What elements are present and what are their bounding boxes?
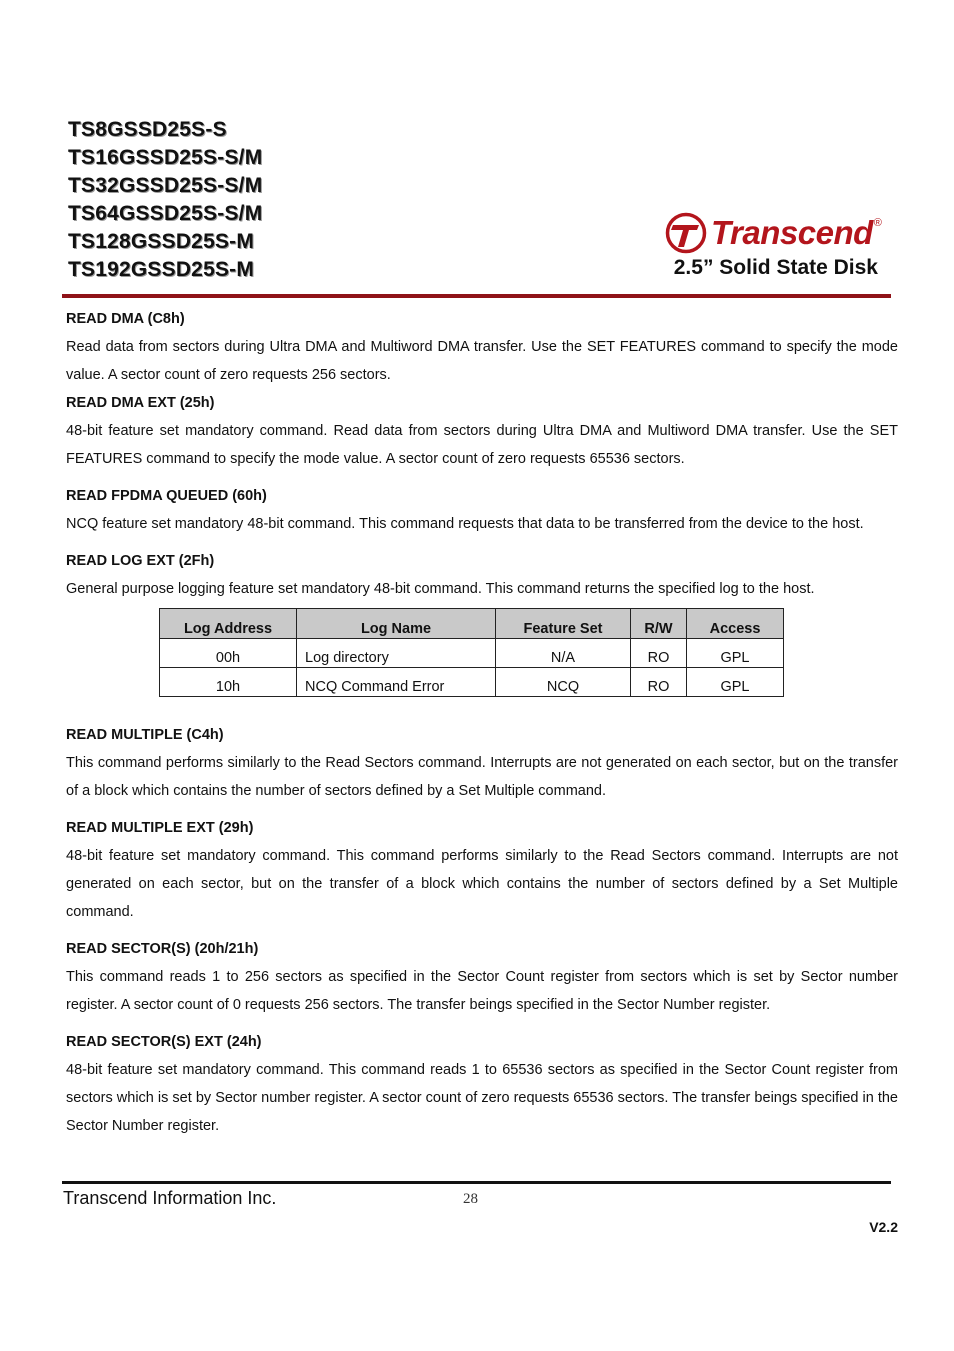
header-divider — [62, 294, 891, 298]
table-cell: 10h — [160, 668, 297, 697]
section-title: READ MULTIPLE EXT (29h) — [66, 820, 254, 836]
table-row — [160, 639, 784, 668]
transcend-emblem-icon — [665, 212, 707, 254]
model-name: TS16GSSD25S-S/M — [68, 146, 263, 169]
document-version: V2.2 — [869, 1219, 898, 1235]
model-name: TS64GSSD25S-S/M — [68, 202, 263, 225]
model-list — [68, 116, 262, 284]
section-title: READ LOG EXT (2Fh) — [66, 553, 215, 569]
section-title: READ DMA EXT (25h) — [66, 395, 215, 411]
section-title: READ FPDMA QUEUED (60h) — [66, 488, 267, 504]
section-body: This command performs similarly to the Read Sectors command. Interrupts are not generated on each sector, but on the transfer of a block which contains the number of sectors defined by a Set Multiple command. — [66, 755, 898, 799]
table-header-row — [160, 609, 784, 639]
table-cell: NCQ Command Error — [297, 668, 496, 697]
section-title: READ MULTIPLE (C4h) — [66, 727, 224, 743]
logo-wordmark: Transcend — [711, 214, 873, 251]
column-header: Log Name — [297, 609, 496, 639]
column-header: R/W — [631, 609, 687, 639]
page-content — [66, 305, 898, 1140]
section-body: 48-bit feature set mandatory command. This command performs similarly to the Read Sectors command. Interrupts are not generated on each sector, but on the transfer of a block which contains the number of sectors defined by a Set Multiple command. — [66, 848, 898, 920]
section-body: 48-bit feature set mandatory command. This command reads 1 to 65536 sectors as specified in the Sector Count register from sectors which is set by Sector number register. A sector count of zero requests 65536 sectors. The transfer beings specified in the Sector Number register. — [66, 1062, 898, 1134]
table-cell: 00h — [160, 639, 297, 668]
table-cell: RO — [631, 668, 687, 697]
column-header: Feature Set — [496, 609, 631, 639]
section-body: Read data from sectors during Ultra DMA and Multiword DMA transfer. Use the SET FEATURES command to specify the mode value. A sector count of zero requests 256 sectors. — [66, 339, 898, 383]
table-cell: NCQ — [496, 668, 631, 697]
table-cell: Log directory — [297, 639, 496, 668]
column-header: Access — [687, 609, 784, 639]
log-table — [159, 608, 784, 697]
footer-divider — [62, 1181, 891, 1184]
footer-company: Transcend Information Inc. — [63, 1188, 277, 1208]
table-cell: RO — [631, 639, 687, 668]
model-name: TS8GSSD25S-S — [68, 118, 227, 141]
section-body: 48-bit feature set mandatory command. Read data from sectors during Ultra DMA and Multiword DMA transfer. Use the SET FEATURES command to specify the mode value. A sector count of zero requests 65536 sectors. — [66, 423, 898, 467]
document-type: 2.5” Solid State Disk — [673, 256, 878, 279]
table-row — [160, 668, 784, 697]
model-name: TS192GSSD25S-M — [68, 258, 255, 281]
section-title: READ SECTOR(S) (20h/21h) — [66, 941, 259, 957]
section-body: This command reads 1 to 256 sectors as specified in the Sector Count register from sectors which is set by Sector number register. A sector count of 0 requests 256 sectors. The transfer beings specified in the Sector Number register. — [66, 969, 898, 1013]
page-number: 28 — [463, 1191, 478, 1207]
table-cell: GPL — [687, 668, 784, 697]
section-body: General purpose logging feature set mandatory 48-bit command. This command returns the specified log to the host. — [66, 581, 815, 597]
section-title: READ DMA (C8h) — [66, 311, 185, 327]
registered-mark: ® — [873, 217, 882, 229]
column-header: Log Address — [160, 609, 297, 639]
table-cell: N/A — [496, 639, 631, 668]
transcend-logo — [665, 211, 882, 255]
section-title: READ SECTOR(S) EXT (24h) — [66, 1034, 262, 1050]
model-name: TS128GSSD25S-M — [68, 230, 255, 253]
model-name: TS32GSSD25S-S/M — [68, 174, 263, 197]
table-cell: GPL — [687, 639, 784, 668]
section-body: NCQ feature set mandatory 48-bit command. This command requests that data to be transferred from the device to the host. — [66, 516, 864, 532]
